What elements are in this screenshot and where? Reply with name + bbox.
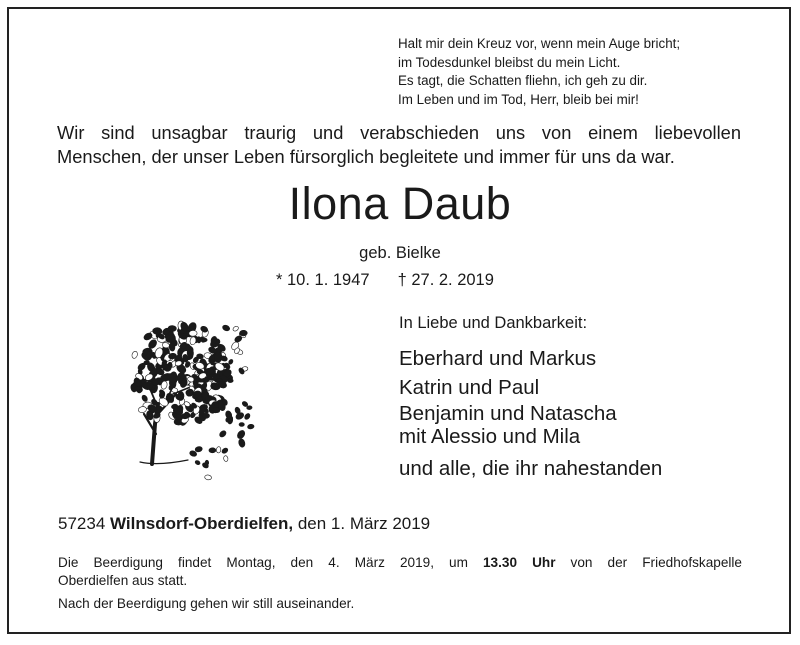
- birth-name: geb. Bielke: [359, 244, 441, 262]
- poem-line: Im Leben und im Tod, Herr, bleib bei mir!: [398, 91, 639, 107]
- family-line: Benjamin und Natascha: [399, 402, 617, 425]
- intro-line: Wir sind unsagbar traurig und verabschieden uns von einem liebevollen: [57, 122, 741, 143]
- postcode: 57234: [58, 514, 106, 533]
- deceased-name: Ilona Daub: [288, 178, 512, 229]
- poem-line: Es tagt, die Schatten fliehn, ich geh zu dir.: [398, 73, 648, 88]
- birth-date: * 10. 1. 1947: [276, 271, 370, 289]
- windblown-tree-icon: [118, 304, 258, 490]
- intro-text: [57, 121, 741, 169]
- notice-line: Oberdielfen aus statt.: [58, 572, 188, 588]
- poem-line: im Todesdunkel bleibst du mein Licht.: [398, 54, 621, 70]
- place-date-line: [58, 514, 430, 534]
- family-line: Katrin und Paul: [399, 376, 540, 399]
- family-line: mit Alessio und Mila: [399, 425, 581, 448]
- funeral-time: 13.30 Uhr: [483, 555, 556, 570]
- town: Wilnsdorf-Oberdielfen,: [110, 514, 294, 533]
- family-line: Eberhard und Markus: [399, 347, 597, 370]
- poem: [398, 35, 680, 109]
- notice-text: Die Beerdigung findet Montag, den 4. März 2019, um: [58, 555, 483, 570]
- family-line: und alle, die ihr nahestanden: [399, 457, 663, 480]
- closing-note: Nach der Beerdigung gehen wir still auseinander.: [58, 596, 355, 611]
- poem-line: Halt mir dein Kreuz vor, wenn mein Auge bricht;: [398, 36, 681, 51]
- family-list: [399, 344, 662, 483]
- notice-line: [58, 554, 742, 572]
- death-date: † 27. 2. 2019: [397, 271, 494, 289]
- notice-text: von der Friedhofskapelle: [555, 555, 742, 570]
- date: den 1. März 2019: [297, 514, 431, 533]
- funeral-notice: [58, 554, 742, 589]
- thanks-line: In Liebe und Dankbarkeit:: [399, 314, 588, 332]
- intro-line: Menschen, der unser Leben fürsorglich begleitete und immer für uns da war.: [57, 146, 675, 167]
- life-dates: [276, 271, 494, 290]
